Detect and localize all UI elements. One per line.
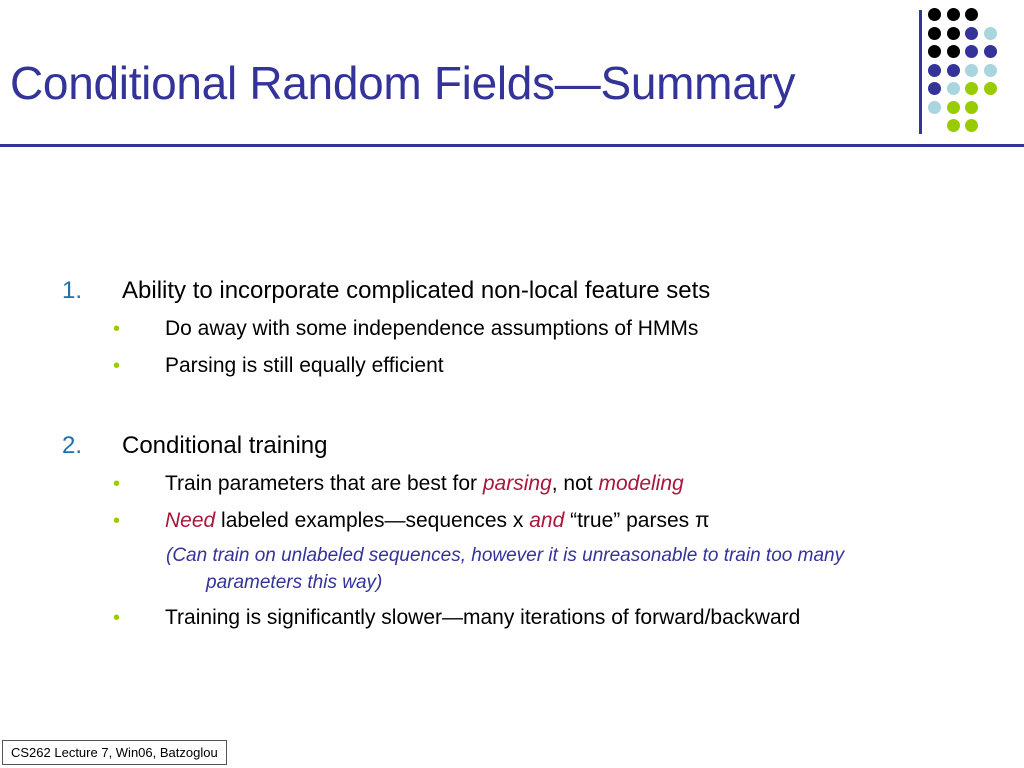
- decorative-dot: [947, 119, 960, 132]
- sub-bullet-2-2: [165, 509, 709, 533]
- note-line-1: (Can train on unlabeled sequences, however it is unreasonable to train too many: [166, 545, 845, 566]
- list-number-2: 2.: [62, 432, 83, 459]
- decorative-dot: [965, 101, 978, 114]
- bullet-icon: •: [113, 355, 121, 377]
- decorative-dot: [965, 27, 978, 40]
- emphasis-modeling: modeling: [598, 472, 684, 495]
- decorative-dot: [947, 45, 960, 58]
- list-item-2-text: Conditional training: [122, 432, 328, 459]
- decorative-dot: [928, 45, 941, 58]
- decorative-dot: [947, 101, 960, 114]
- horizontal-title-rule: [0, 144, 1024, 147]
- decorative-dot: [928, 101, 941, 114]
- decorative-dot: [984, 45, 997, 58]
- decorative-dot: [984, 64, 997, 77]
- decorative-dot: [984, 82, 997, 95]
- decorative-dot: [947, 27, 960, 40]
- decorative-dot: [928, 8, 941, 21]
- emphasis-need: Need: [165, 509, 216, 532]
- text-run: Train parameters that are best for: [165, 472, 483, 495]
- decorative-dot: [965, 82, 978, 95]
- decorative-dot: [928, 82, 941, 95]
- bullet-icon: •: [113, 607, 121, 629]
- decorative-dot: [984, 27, 997, 40]
- emphasis-and: and: [529, 509, 565, 532]
- text-run: , not: [551, 472, 599, 495]
- sub-bullet-1-1: Do away with some independence assumptions of HMMs: [165, 317, 699, 340]
- list-number-1: 1.: [62, 277, 83, 304]
- decorative-dot: [965, 45, 978, 58]
- decorative-dot: [965, 64, 978, 77]
- decorative-dot: [947, 8, 960, 21]
- footer-caption: CS262 Lecture 7, Win06, Batzoglou: [2, 740, 227, 765]
- decorative-dot: [947, 64, 960, 77]
- sub-bullet-2-3: Training is significantly slower—many iterations of forward/backward: [165, 606, 801, 629]
- text-run: labeled examples—sequences x: [215, 509, 530, 532]
- bullet-icon: •: [113, 473, 121, 495]
- decorative-dot: [965, 8, 978, 21]
- list-item-1-text: Ability to incorporate complicated non-local feature sets: [122, 277, 711, 304]
- emphasis-parsing: parsing: [482, 472, 552, 495]
- sub-bullet-2-1: [165, 472, 684, 496]
- slide-title: Conditional Random Fields—Summary: [10, 57, 796, 109]
- text-run: “true” parses π: [564, 509, 710, 532]
- decorative-dot: [947, 82, 960, 95]
- bullet-icon: •: [113, 318, 121, 340]
- dot-grid-decoration: [928, 8, 1020, 136]
- decorative-dot: [965, 119, 978, 132]
- vertical-accent-rule: [919, 10, 922, 134]
- bullet-icon: •: [113, 510, 121, 532]
- decorative-dot: [928, 27, 941, 40]
- note-line-2: parameters this way): [206, 572, 383, 593]
- sub-bullet-1-2: Parsing is still equally efficient: [165, 354, 444, 377]
- decorative-dot: [928, 64, 941, 77]
